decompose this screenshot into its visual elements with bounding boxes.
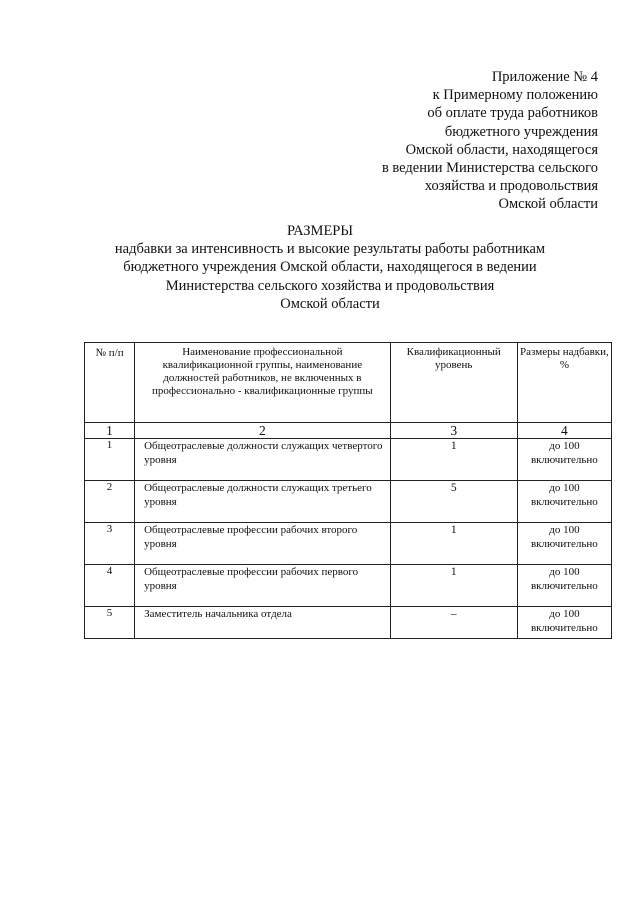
document-subtitle xyxy=(80,240,580,313)
subtitle-line: бюджетного учреждения Омской области, находящегося в ведении xyxy=(123,259,537,276)
column-number: 2 xyxy=(135,423,390,439)
table-row xyxy=(85,607,612,639)
row-allowance-size: до 100 включительно xyxy=(517,523,611,565)
table-row xyxy=(85,481,612,523)
appendix-line: Омской области, находящегося xyxy=(405,141,598,158)
appendix-line: бюджетного учреждения xyxy=(444,123,598,140)
subtitle-line: надбавки за интенсивность и высокие результаты работы работникам xyxy=(114,241,546,257)
row-qualification-level: 1 xyxy=(390,523,517,565)
row-qualification-level: 5 xyxy=(390,481,517,523)
row-position-name: Общеотраслевые должности служащих третьего уровня xyxy=(135,481,390,523)
row-allowance-size: до 100 включительно xyxy=(517,607,611,639)
row-qualification-level: – xyxy=(390,607,517,639)
row-position-name: Общеотраслевые профессии рабочих первого уровня xyxy=(135,565,390,607)
row-allowance-size: до 100 включительно xyxy=(517,439,611,481)
appendix-line: Омской области xyxy=(498,196,598,213)
row-position-name: Общеотраслевые профессии рабочих второго уровня xyxy=(135,523,390,565)
row-allowance-size: до 100 включительно xyxy=(517,481,611,523)
appendix-block xyxy=(298,68,598,214)
row-number: 3 xyxy=(85,523,135,565)
column-number: 3 xyxy=(390,423,517,439)
appendix-line: Приложение № 4 xyxy=(491,69,598,85)
table-header-row xyxy=(85,343,612,423)
header-number: № п/п xyxy=(85,343,135,423)
row-position-name: Заместитель начальника отдела xyxy=(135,607,390,639)
appendix-line: хозяйства и продовольствия xyxy=(424,178,598,195)
document-title: РАЗМЕРЫ xyxy=(286,223,354,239)
table-row xyxy=(85,565,612,607)
appendix-line: к Примерному положению xyxy=(432,87,598,104)
column-number-row xyxy=(85,423,612,439)
row-number: 4 xyxy=(85,565,135,607)
subtitle-line: Министерства сельского хозяйства и продовольствия xyxy=(165,277,495,294)
header-group-name: Наименование профессиональной квалификационной группы, наименование должностей работников, не включенных в профессионально - квалификационные группы xyxy=(135,343,390,423)
row-qualification-level: 1 xyxy=(390,439,517,481)
table-row xyxy=(85,439,612,481)
subtitle-line: Омской области xyxy=(280,295,380,312)
appendix-line: в ведении Министерства сельского xyxy=(381,160,598,177)
column-number: 1 xyxy=(85,423,135,439)
table-row xyxy=(85,523,612,565)
row-allowance-size: до 100 включительно xyxy=(517,565,611,607)
header-qualification-level: Квалификационный уровень xyxy=(390,343,517,423)
row-number: 2 xyxy=(85,481,135,523)
row-position-name: Общеотраслевые должности служащих четвертого уровня xyxy=(135,439,390,481)
row-number: 1 xyxy=(85,439,135,481)
header-allowance-size: Размеры надбавки, % xyxy=(517,343,611,423)
row-qualification-level: 1 xyxy=(390,565,517,607)
column-number: 4 xyxy=(517,423,611,439)
appendix-line: об оплате труда работников xyxy=(427,105,598,122)
row-number: 5 xyxy=(85,607,135,639)
allowance-table xyxy=(84,342,612,639)
